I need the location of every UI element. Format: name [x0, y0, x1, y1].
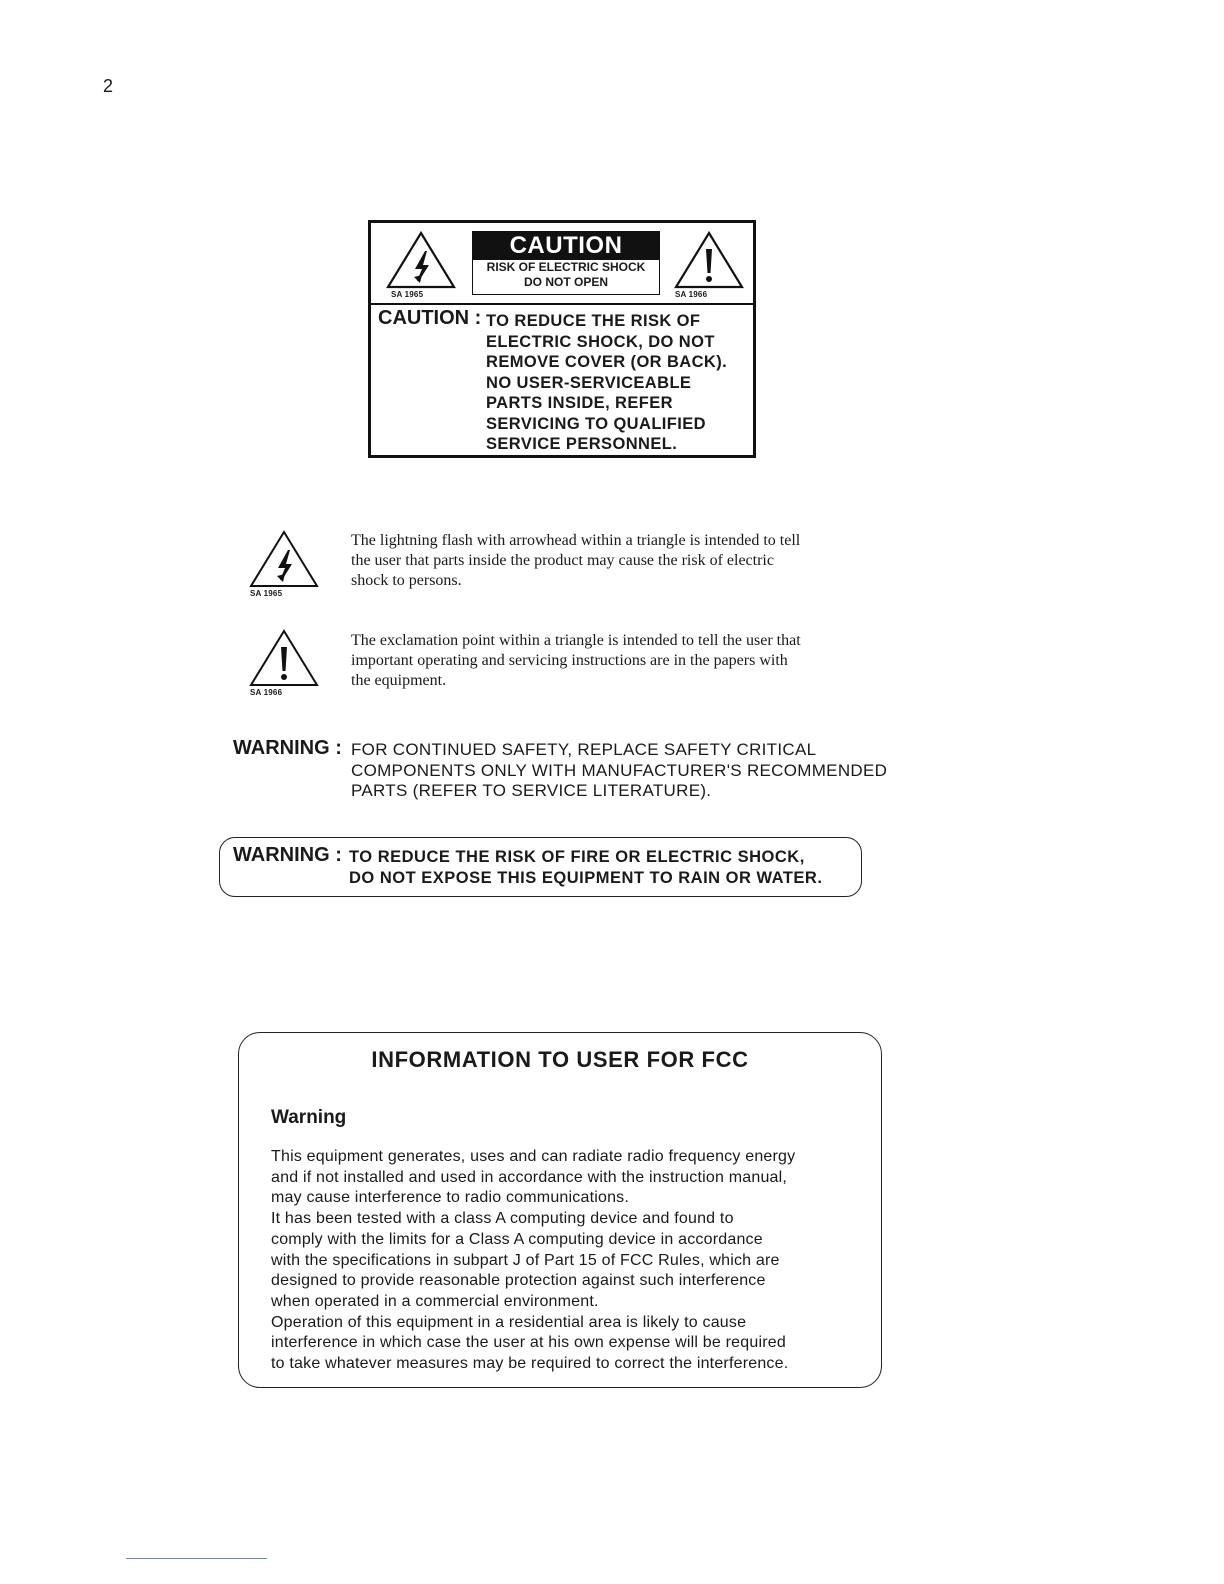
text-line: COMPONENTS ONLY WITH MANUFACTURER'S RECOMMENDED	[351, 760, 888, 780]
warning-text	[351, 740, 887, 802]
symbol-code: SA 1965	[250, 589, 283, 598]
text-line: TO REDUCE THE RISK OF FIRE OR ELECTRIC SHOCK,	[349, 848, 805, 866]
caution-line: ELECTRIC SHOCK, DO NOT	[486, 332, 715, 351]
caution-label-line: DO NOT OPEN	[523, 275, 608, 289]
scan-mark-line	[126, 1558, 267, 1559]
caution-line: PARTS INSIDE, REFER	[486, 394, 673, 412]
text-line: when operated in a commercial environment.	[271, 1292, 599, 1310]
fcc-subtitle: Warning	[271, 1107, 347, 1128]
text-line: It has been tested with a class A computing device and found to	[271, 1210, 734, 1228]
warning-key: WARNING :	[233, 737, 342, 759]
caution-header	[371, 223, 753, 305]
text-line: with the specifications in subpart J of Part 15 of FCC Rules, which are	[271, 1251, 780, 1269]
caution-text	[486, 311, 727, 455]
warning-key: WARNING :	[233, 844, 342, 866]
text-line: to take whatever measures may be required to correct the interference.	[271, 1355, 789, 1373]
symbol-explanation	[351, 631, 881, 691]
text-line: the equipment.	[351, 672, 447, 689]
symbol-explanation	[351, 531, 881, 591]
fcc-body	[271, 1147, 795, 1375]
text-line: comply with the limits for a Class A computing device in accordance	[271, 1230, 763, 1248]
exclamation-triangle-icon	[673, 229, 745, 299]
caution-body	[371, 305, 753, 455]
caution-line: SERVICE PERSONNEL.	[486, 435, 678, 453]
text-line: shock to persons.	[351, 572, 462, 589]
text-line: The lightning flash with arrowhead within a triangle is intended to tell	[351, 532, 801, 549]
warning-box	[219, 837, 862, 897]
text-line: FOR CONTINUED SAFETY, REPLACE SAFETY CRITICAL	[351, 740, 817, 759]
page-number: 2	[103, 76, 114, 96]
fcc-info-box	[238, 1032, 882, 1388]
text-line: interference in which case the user at his own expense will be required	[271, 1334, 786, 1352]
warning-text	[349, 847, 822, 888]
text-line: the user that parts inside the product may cause the risk of electric	[351, 552, 774, 569]
text-line: Operation of this equipment in a residential area is likely to cause	[271, 1313, 747, 1331]
caution-banner: CAUTION	[473, 232, 659, 260]
text-line: DO NOT EXPOSE THIS EQUIPMENT TO RAIN OR WATER.	[349, 868, 823, 887]
text-line: important operating and servicing instructions are in the papers with	[351, 652, 788, 669]
fcc-title: INFORMATION TO USER FOR FCC	[371, 1047, 749, 1072]
text-line: and if not installed and used in accordance with the instruction manual,	[271, 1168, 788, 1186]
text-line: PARTS (REFER TO SERVICE LITERATURE).	[351, 781, 712, 800]
caution-key: CAUTION :	[378, 307, 482, 329]
text-line: The exclamation point within a triangle is intended to tell the user that	[351, 632, 801, 649]
symbol-code: SA 1966	[250, 688, 283, 697]
symbol-code: SA 1966	[675, 290, 708, 299]
caution-line: NO USER-SERVICEABLE	[486, 373, 692, 392]
caution-label-line: RISK OF ELECTRIC SHOCK	[486, 260, 646, 274]
caution-line: REMOVE COVER (OR BACK).	[486, 353, 728, 371]
text-line: This equipment generates, uses and can radiate radio frequency energy	[271, 1148, 796, 1165]
exclamation-triangle-icon	[248, 627, 320, 697]
caution-label	[472, 231, 660, 295]
caution-box	[368, 220, 756, 458]
text-line: may cause interference to radio communications.	[271, 1189, 630, 1207]
text-line: designed to provide reasonable protection against such interference	[271, 1272, 766, 1290]
caution-line: SERVICING TO QUALIFIED	[486, 414, 706, 433]
caution-line: TO REDUCE THE RISK OF	[486, 312, 701, 330]
symbol-code: SA 1965	[391, 290, 424, 299]
lightning-triangle-icon	[248, 528, 320, 598]
lightning-triangle-icon	[385, 229, 457, 299]
